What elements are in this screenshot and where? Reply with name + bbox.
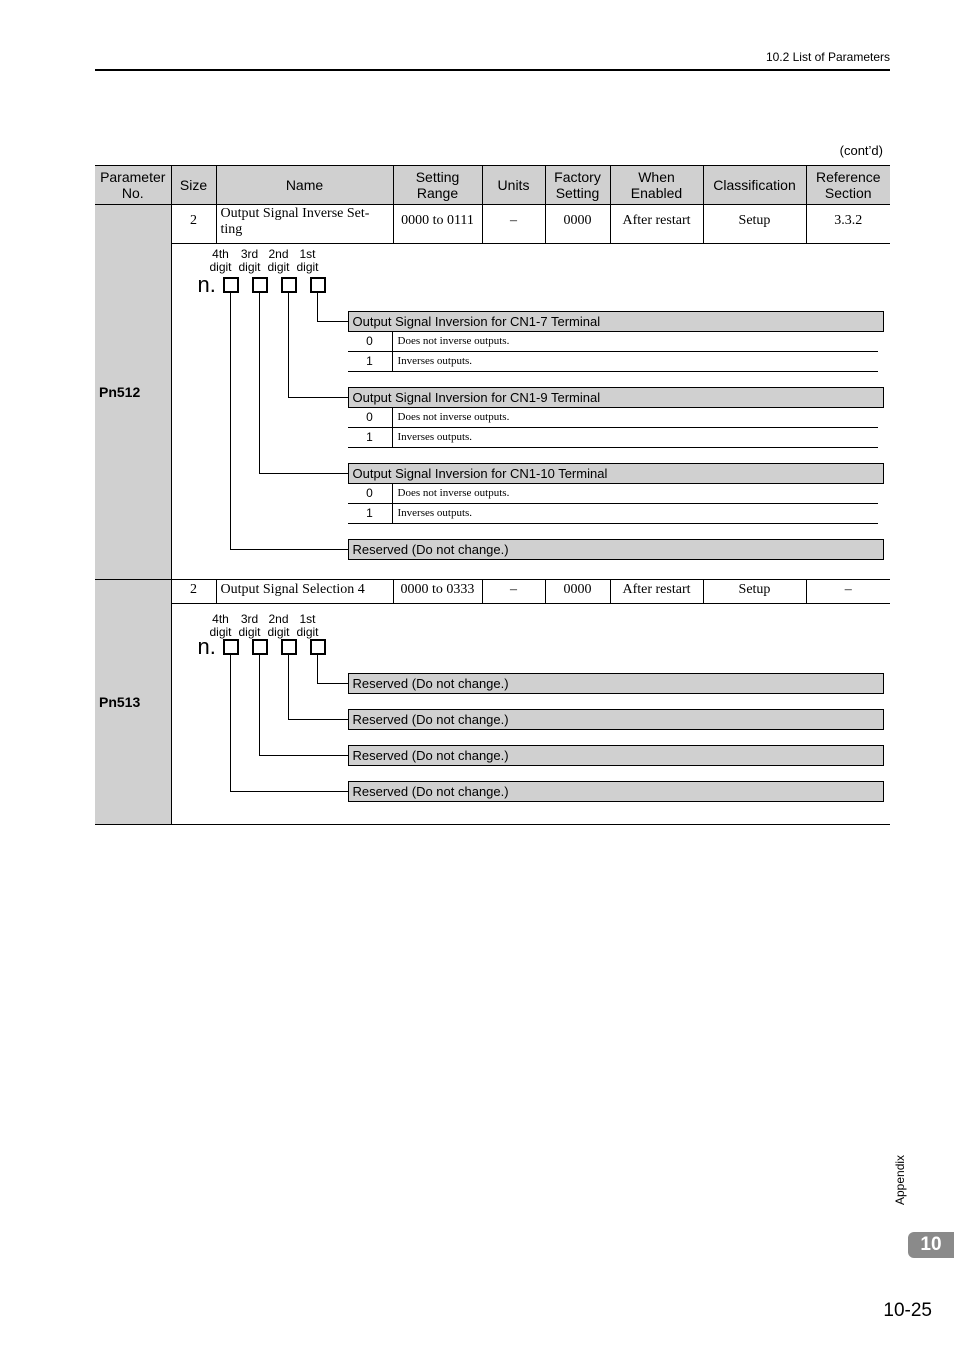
option-code: 1: [348, 428, 393, 447]
digit-box-1st: [310, 277, 326, 293]
digit-diagram: [171, 604, 890, 825]
col-header-when-enabled: When Enabled: [610, 166, 703, 205]
col-header-size: Size: [171, 166, 216, 205]
digit-label-word: digit: [267, 260, 290, 274]
connector-line: [259, 655, 260, 755]
connector-line: [288, 293, 289, 397]
digit-label-word: digit: [238, 625, 261, 639]
connector-line: [230, 293, 231, 549]
option-group-title: Reserved (Do not change.): [348, 709, 884, 730]
col-header-setting-range: Setting Range: [393, 166, 482, 205]
digit-box-2nd: [281, 639, 297, 655]
digit-label-4th: 4th: [212, 247, 229, 261]
param-name: Output Signal Inverse Set-ting: [216, 205, 393, 244]
param-units: –: [482, 205, 545, 244]
running-header: 10.2 List of Parameters: [765, 50, 890, 64]
param-size: 2: [171, 205, 216, 244]
option-desc: Inverses outputs.: [397, 355, 473, 367]
connector-line: [230, 655, 231, 791]
param-classification: Setup: [703, 580, 806, 604]
digit-box-4th: [223, 277, 239, 293]
digit-label-word: digit: [209, 260, 232, 274]
param-range: 0000 to 0111: [393, 205, 482, 244]
digit-box-3rd: [252, 639, 268, 655]
col-header-name: Name: [216, 166, 393, 205]
digit-label-3rd: 3rd: [240, 247, 259, 261]
connector-line: [259, 473, 348, 474]
option-row: [348, 504, 878, 524]
col-header-reference-section: Reference Section: [806, 166, 890, 205]
param-enabled: After restart: [610, 580, 703, 604]
connector-line: [317, 683, 348, 684]
digit-box-2nd: [281, 277, 297, 293]
digit-label-word: digit: [209, 625, 232, 639]
digit-label-3rd: 3rd: [240, 612, 259, 626]
option-code: 0: [348, 484, 393, 503]
option-code: 0: [348, 332, 393, 351]
digit-label-1st: 1st: [299, 612, 316, 626]
connector-line: [259, 755, 348, 756]
param-factory: 0000: [545, 205, 610, 244]
param-no: Pn513: [95, 580, 171, 825]
connector-line: [288, 719, 348, 720]
connector-line: [259, 293, 260, 473]
option-desc: Does not inverse outputs.: [397, 335, 510, 347]
connector-line: [230, 791, 348, 792]
option-row: [348, 428, 878, 448]
chapter-tab: 10: [908, 1232, 954, 1258]
option-group-title: Reserved (Do not change.): [348, 745, 884, 766]
option-group-title: Reserved (Do not change.): [348, 673, 884, 694]
digit-box-4th: [223, 639, 239, 655]
n-prefix: n.: [197, 272, 216, 297]
param-reference: –: [806, 580, 890, 604]
connector-line: [288, 397, 348, 398]
parameter-table: [95, 165, 890, 825]
col-header-factory-setting: Factory Setting: [545, 166, 610, 205]
digit-box-3rd: [252, 277, 268, 293]
option-group-title: Output Signal Inversion for CN1-7 Terminal: [348, 311, 884, 332]
option-desc: Does not inverse outputs.: [397, 487, 510, 499]
table-row-diagram: [95, 604, 890, 825]
digit-diagram: [171, 244, 890, 580]
param-reference: 3.3.2: [806, 205, 890, 244]
option-desc: Inverses outputs.: [397, 431, 473, 443]
header-row: [95, 166, 890, 205]
header-rule: [95, 69, 890, 71]
digit-label-2nd: 2nd: [268, 612, 289, 626]
col-header-classification: Classification: [703, 166, 806, 205]
option-group-title: Output Signal Inversion for CN1-9 Terminal: [348, 387, 884, 408]
col-header-units: Units: [482, 166, 545, 205]
option-row: [348, 484, 878, 504]
option-row: [348, 352, 878, 372]
connector-line: [317, 293, 318, 321]
option-desc: Does not inverse outputs.: [397, 411, 510, 423]
param-name: Output Signal Selection 4: [216, 580, 393, 604]
param-no: Pn512: [95, 205, 171, 580]
option-code: 1: [348, 352, 393, 371]
connector-line: [317, 321, 348, 322]
table-row: [95, 580, 890, 604]
digit-label-word: digit: [296, 625, 319, 639]
param-units: –: [482, 580, 545, 604]
option-code: 0: [348, 408, 393, 427]
param-size: 2: [171, 580, 216, 604]
digit-box-1st: [310, 639, 326, 655]
connector-line: [230, 549, 348, 550]
param-enabled: After restart: [610, 205, 703, 244]
table-row-diagram: [95, 244, 890, 580]
option-group-title: Reserved (Do not change.): [348, 781, 884, 802]
option-row: [348, 408, 878, 428]
digit-label-word: digit: [296, 260, 319, 274]
connector-line: [288, 655, 289, 719]
connector-line: [317, 655, 318, 683]
digit-label-word: digit: [267, 625, 290, 639]
digit-label-word: digit: [238, 260, 261, 274]
digit-label-1st: 1st: [299, 247, 316, 261]
col-header-parameter-no: Parameter No.: [95, 166, 171, 205]
n-prefix: n.: [197, 634, 216, 659]
page-number: 10-25: [883, 1300, 932, 1321]
digit-label-4th: 4th: [212, 612, 229, 626]
option-desc: Inverses outputs.: [397, 507, 473, 519]
digit-label-2nd: 2nd: [268, 247, 289, 261]
side-label: Appendix: [893, 1154, 907, 1205]
param-classification: Setup: [703, 205, 806, 244]
param-factory: 0000: [545, 580, 610, 604]
table-row: [95, 205, 890, 244]
option-code: 1: [348, 504, 393, 523]
option-group-title: Output Signal Inversion for CN1-10 Terminal: [348, 463, 884, 484]
continued-note: (cont’d): [839, 143, 883, 158]
option-row: [348, 332, 878, 352]
option-group-title: Reserved (Do not change.): [348, 539, 884, 560]
param-range: 0000 to 0333: [393, 580, 482, 604]
